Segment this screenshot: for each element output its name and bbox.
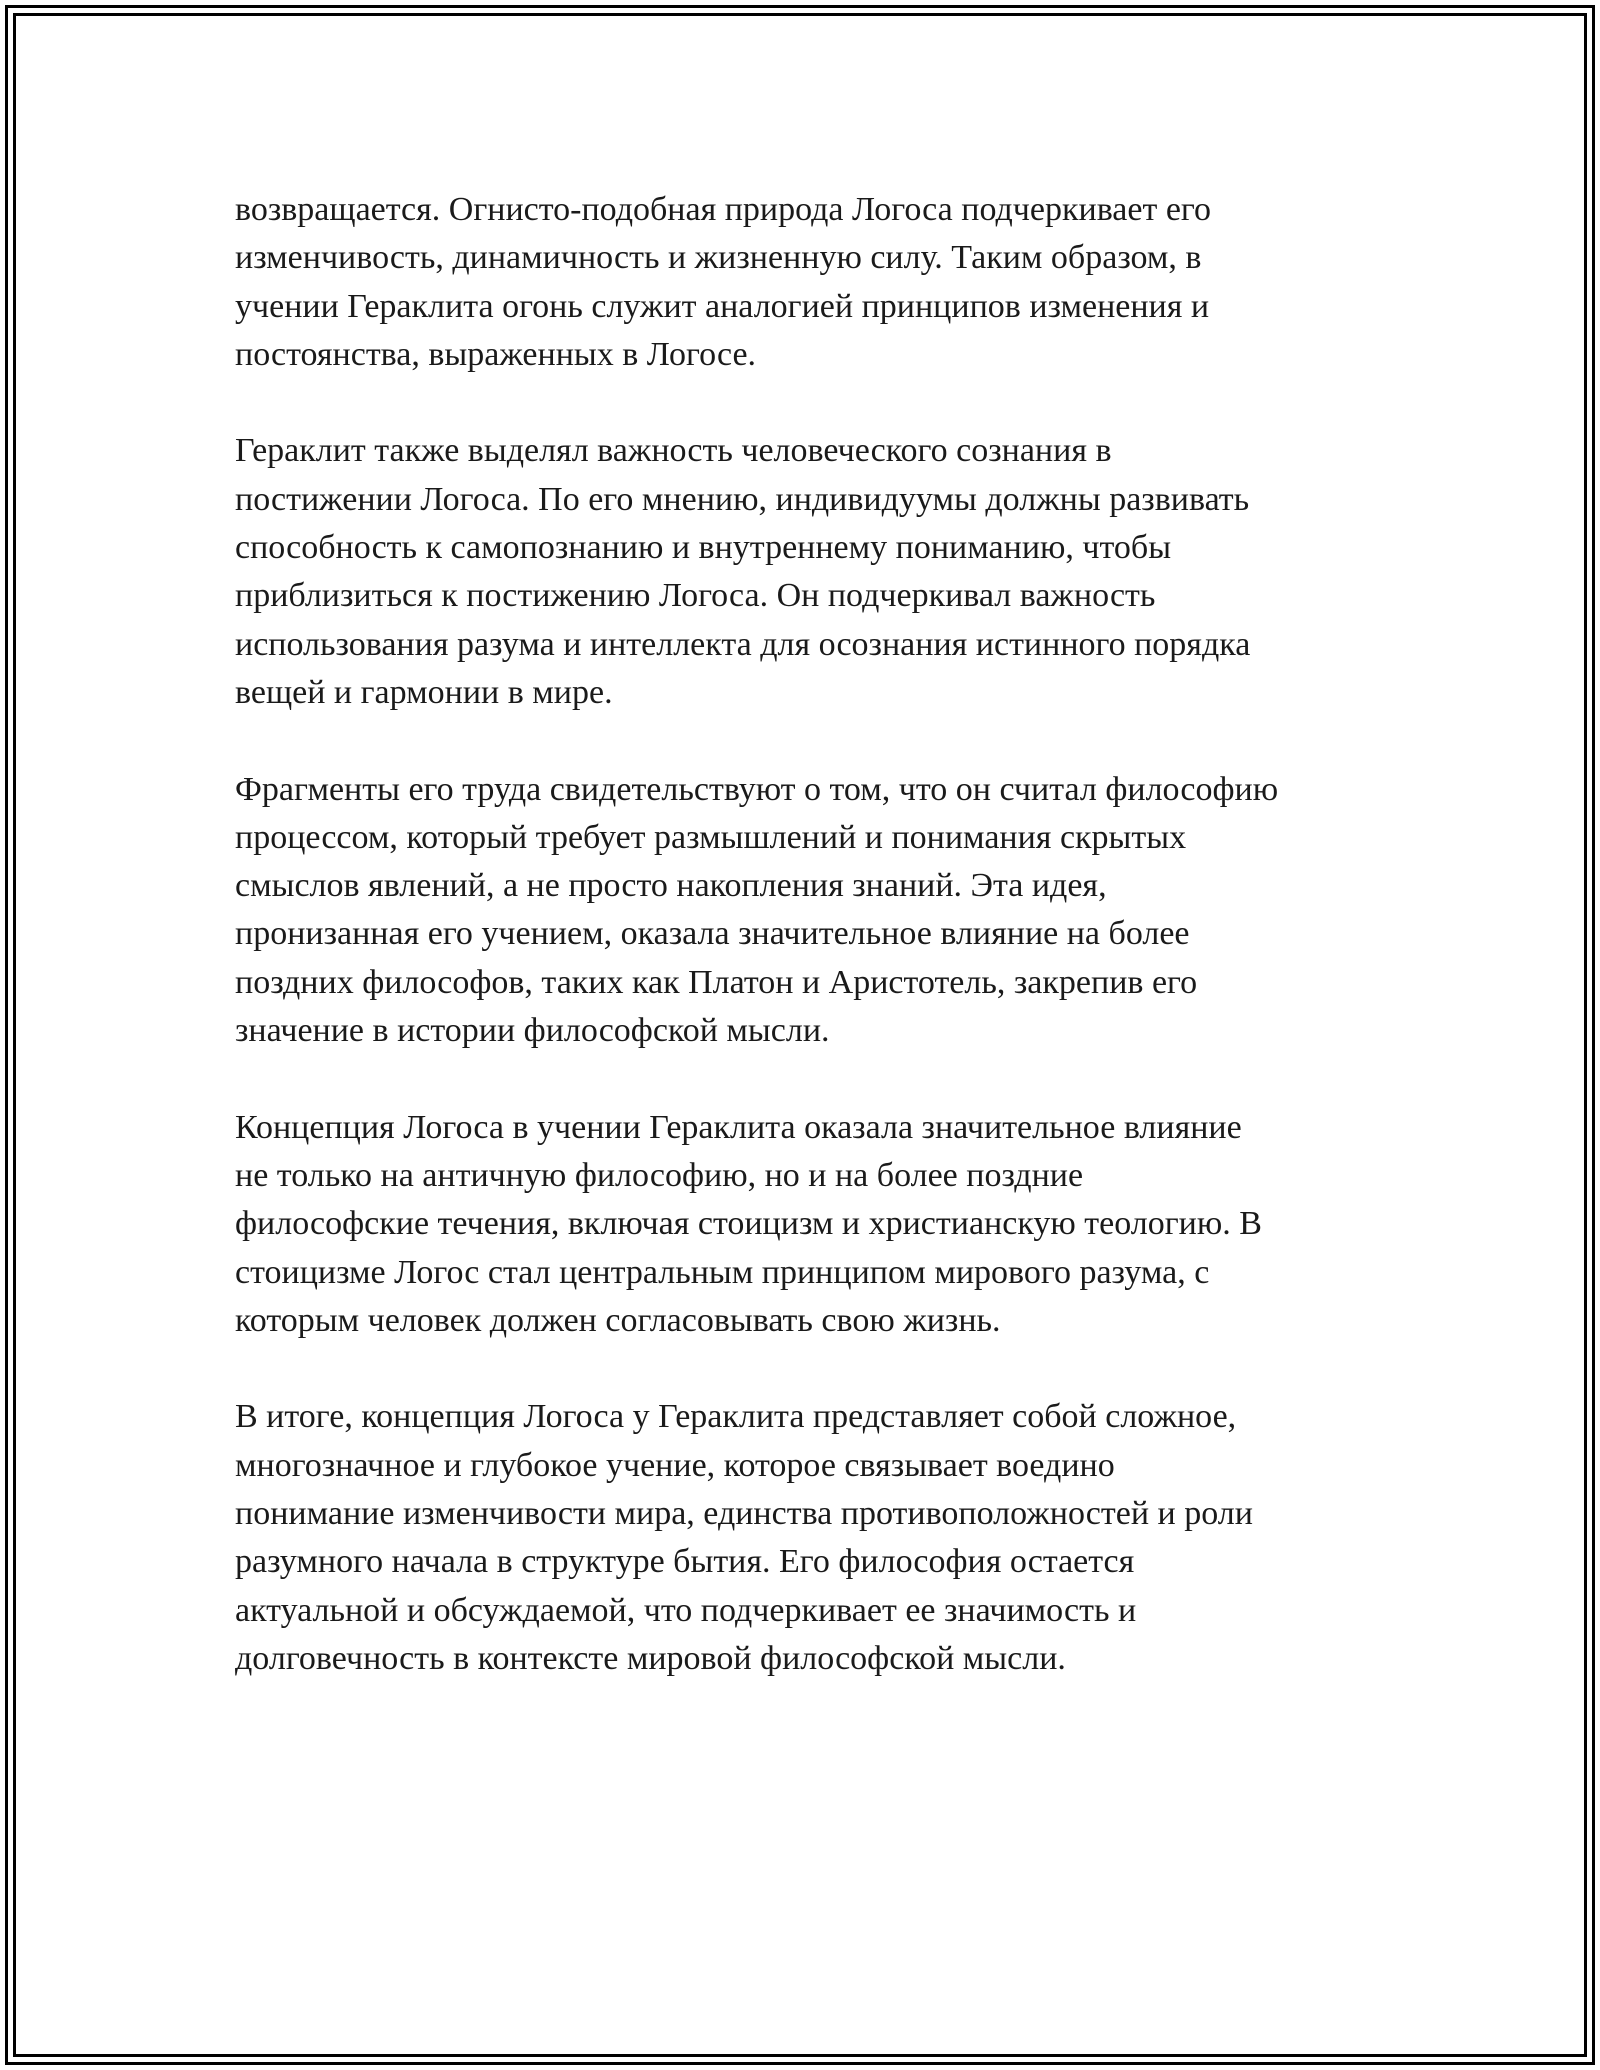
text-line: использования разума и интеллекта для осознания истинного порядка <box>235 625 1251 663</box>
text-line: значение в истории философской мысли. <box>235 1012 830 1050</box>
text-line: Концепция Логоса в учении Гераклита оказала значительное влияние <box>235 1108 1242 1146</box>
paragraph-3 <box>235 766 1400 1056</box>
text-line: постоянства, выраженных в Логосе. <box>235 335 757 373</box>
text-line: постижении Логоса. По его мнению, индивидуумы должны развивать <box>235 480 1250 518</box>
text-line: вещей и гармонии в мире. <box>235 673 613 711</box>
text-line: процессом, который требует размышлений и понимания скрытых <box>235 818 1187 856</box>
text-line: понимание изменчивости мира, единства противоположностей и роли <box>235 1495 1253 1533</box>
text-line: философские течения, включая стоицизм и христианскую теологию. В <box>235 1205 1262 1243</box>
paragraph-4 <box>235 1104 1400 1345</box>
text-line: пронизанная его учением, оказала значительное влияние на более <box>235 915 1190 953</box>
text-line: поздних философов, таких как Платон и Аристотель, закрепив его <box>235 963 1198 1001</box>
text-line: Фрагменты его труда свидетельствуют о том, что он считал философию <box>235 770 1279 808</box>
text-line: В итоге, концепция Логоса у Гераклита представляет собой сложное, <box>235 1398 1237 1436</box>
text-line: возвращается. Огнисто-подобная природа Логоса подчеркивает его <box>235 191 1212 228</box>
paragraph-5 <box>235 1393 1400 1683</box>
text-line: Гераклит также выделял важность человеческого сознания в <box>235 432 1112 470</box>
paragraph-2 <box>235 427 1400 717</box>
text-line: не только на античную философию, но и на более поздние <box>235 1156 1084 1194</box>
text-line: разумного начала в структуре бытия. Его философия остается <box>235 1543 1135 1581</box>
text-line: изменчивость, динамичность и жизненную силу. Таким образом, в <box>235 239 1202 277</box>
text-line: смыслов явлений, а не просто накопления знаний. Эта идея, <box>235 867 1107 905</box>
document-body <box>235 186 1400 1732</box>
text-line: которым человек должен согласовывать свою жизнь. <box>235 1301 1001 1339</box>
text-line: учении Гераклита огонь служит аналогией принципов изменения и <box>235 287 1210 325</box>
text-line: приблизиться к постижению Логоса. Он подчеркивал важность <box>235 577 1156 615</box>
text-line: стоицизме Логос стал центральным принципом мирового разума, с <box>235 1253 1210 1291</box>
text-line: многозначное и глубокое учение, которое связывает воедино <box>235 1446 1115 1484</box>
text-line: способность к самопознанию и внутреннему пониманию, чтобы <box>235 529 1172 567</box>
paragraph-1 <box>235 186 1400 379</box>
text-line: долговечность в контексте мировой философской мысли. <box>235 1639 1066 1677</box>
text-line: актуальной и обсуждаемой, что подчеркивает ее значимость и <box>235 1591 1137 1629</box>
